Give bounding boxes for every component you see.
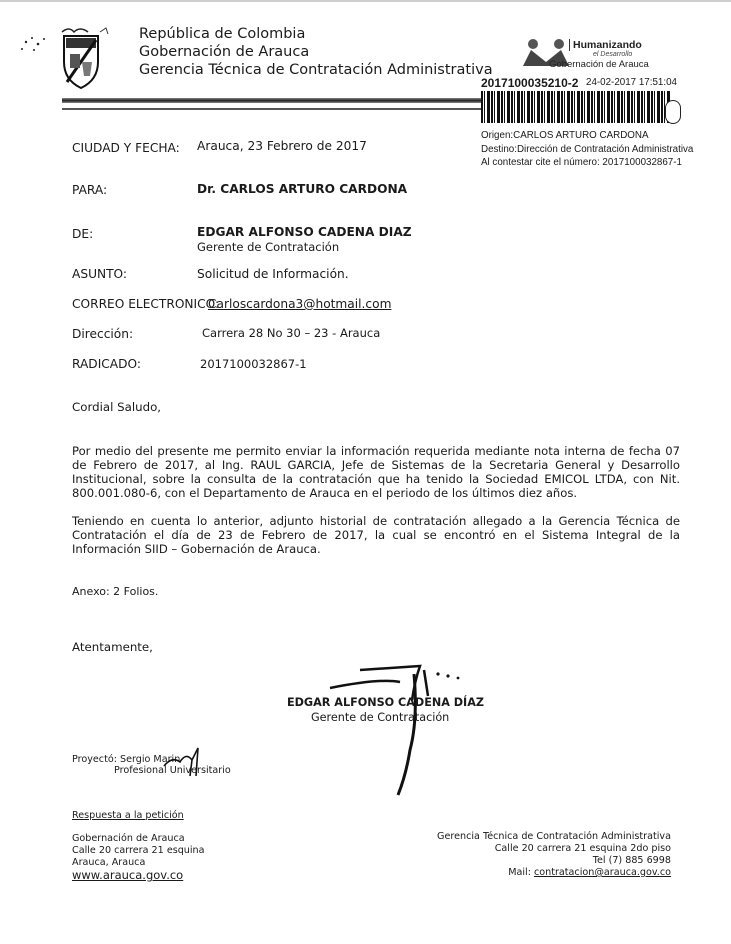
coat-of-arms-icon — [14, 24, 124, 94]
radicado-value: 2017100032867-1 — [200, 357, 307, 371]
ciudad-label: CIUDAD Y FECHA: — [72, 141, 180, 155]
de-label: DE: — [72, 227, 94, 241]
para-label: PARA: — [72, 183, 108, 197]
radicado-label: RADICADO: — [72, 357, 142, 371]
proyecto-signature-icon — [162, 746, 212, 778]
scan-edge — [0, 0, 731, 2]
proyecto-line-1: Proyectó: Sergio Marin — [72, 754, 181, 765]
footer-mail-label: Mail: — [508, 867, 534, 878]
closing: Atentamente, — [72, 640, 153, 654]
barcode-end-icon — [665, 100, 681, 124]
header-rule — [62, 98, 482, 103]
body-paragraph-1: Por medio del presente me permito enviar la información requerida mediante nota interna de fecha 07 de Febrero de 2017, al Ing. RAUL GARCIA, Jefe de Sistemas de la Secretaria General y Desarrollo Institucional, sobre la consulta de la contratación que ha tenido la Sociedad EMICOL LTDA, con Nit. 800.001.080-6, con el Departamento de Arauca en el periodo de los últimos diez años. — [72, 444, 680, 500]
para-value: Dr. CARLOS ARTURO CARDONA — [197, 182, 408, 196]
footer-left-3: Arauca, Arauca — [72, 857, 146, 868]
anexo: Anexo: 2 Folios. — [72, 585, 159, 598]
correo-link[interactable]: Carloscardona3@hotmail.com — [208, 297, 392, 311]
header-rule-thin — [62, 108, 482, 110]
stamp-datetime: 24-02-2017 17:51:04 — [586, 77, 677, 88]
letterhead-government: Gobernación de Arauca — [139, 44, 310, 60]
signature-role: Gerente de Contratación — [311, 711, 450, 724]
correo-label: CORREO ELECTRONICO: — [72, 297, 220, 311]
footer-right-3: Tel (7) 885 6998 — [592, 855, 671, 866]
direccion-value: Carrera 28 No 30 – 23 - Arauca — [202, 326, 381, 340]
signature-name: EDGAR ALFONSO CADENA DÍAZ — [287, 696, 484, 709]
footer-right-1: Gerencia Técnica de Contratación Administrativa — [437, 831, 671, 842]
footer-respuesta: Respuesta a la petición — [72, 810, 184, 821]
de-name: EDGAR ALFONSO CADENA DIAZ — [197, 225, 412, 239]
body-paragraph-2: Teniendo en cuenta lo anterior, adjunto historial de contratación allegado a la Gerencia Técnica de Contratación el día de 23 de Febrero de 2017, la cual se encontró en el Sistema Integral de la Información SIID – Gobernación de Arauca. — [72, 514, 680, 556]
stamp-destino: Destino:Dirección de Contratación Administrativa — [481, 144, 694, 155]
footer-website-link[interactable]: www.arauca.gov.co — [72, 868, 184, 882]
signature-scribble-icon — [320, 660, 490, 800]
logo-text-desarrollo: el Desarrollo — [593, 51, 633, 58]
footer-right-2: Calle 20 carrera 21 esquina 2do piso — [494, 843, 671, 854]
proyecto-line-2: Profesional Universitario — [114, 765, 231, 776]
logo-text-humanizando: Humanizando — [569, 39, 642, 51]
greeting: Cordial Saludo, — [72, 400, 162, 414]
footer-left-1: Gobernación de Arauca — [72, 833, 185, 844]
footer-mail-line — [508, 867, 671, 879]
de-role: Gerente de Contratación — [197, 240, 340, 254]
asunto-label: ASUNTO: — [72, 267, 128, 281]
footer-left-2: Calle 20 carrera 21 esquina — [72, 845, 205, 856]
letterhead-department: Gerencia Técnica de Contratación Administrativa — [139, 62, 493, 78]
footer-mail-link[interactable]: contratacion@arauca.gov.co — [533, 867, 671, 878]
direccion-label: Dirección: — [72, 327, 134, 341]
asunto-value: Solicitud de Información. — [197, 267, 349, 281]
logo-text-gobernacion: Gobernación de Arauca — [549, 59, 649, 70]
humanizando-logo — [519, 36, 669, 76]
stamp-cite: Al contestar cite el número: 2017100032867-1 — [481, 157, 682, 168]
stamp-origen: Origen:CARLOS ARTURO CARDONA — [481, 130, 649, 141]
stamp-number: 2017100035210-2 — [481, 76, 579, 90]
barcode — [481, 91, 671, 123]
letterhead-country: República de Colombia — [139, 26, 306, 42]
ciudad-value: Arauca, 23 Febrero de 2017 — [197, 139, 367, 153]
